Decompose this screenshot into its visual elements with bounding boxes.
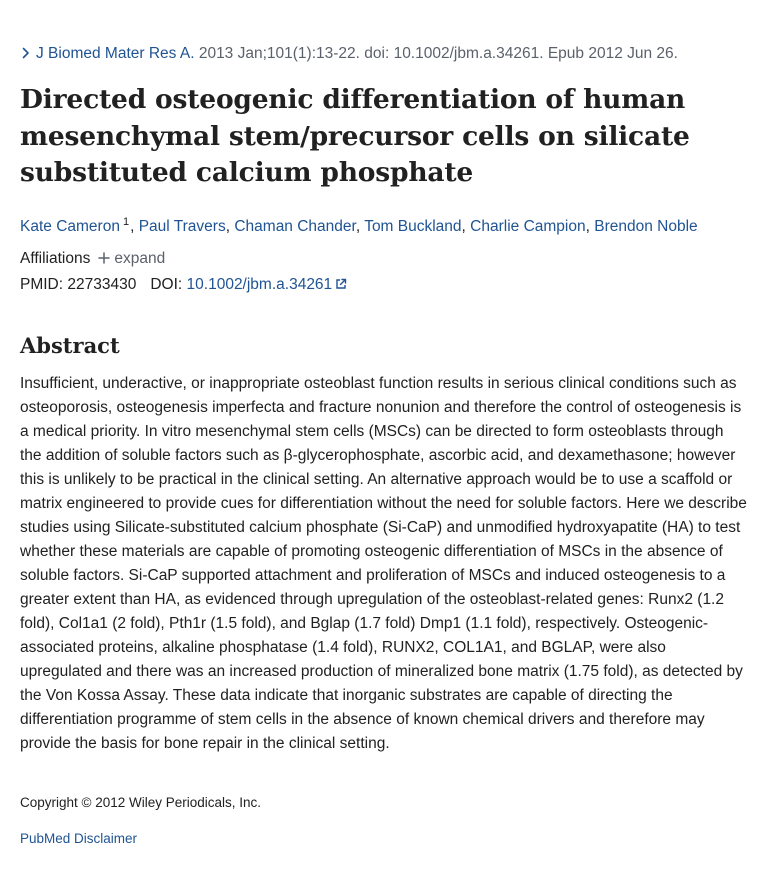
author-link[interactable]: Brendon Noble bbox=[594, 218, 698, 235]
pmid-value: 22733430 bbox=[67, 276, 137, 293]
citation-details: 2013 Jan;101(1):13-22. doi: 10.1002/jbm.a.34261. Epub 2012 Jun 26. bbox=[194, 45, 678, 62]
plus-icon bbox=[98, 252, 110, 264]
abstract-text: Insufficient, underactive, or inappropriate osteoblast function results in serious clinical conditions such as osteoporosis, osteogenesis imperfecta and fracture nonunion and therefore the control of osteogenesis is a medical priority. In vitro mesenchymal stem cells (MSCs) can be directed to form osteoblasts through the addition of soluble factors such as β-glycerophosphate, ascorbic acid, and dexamethasone; however this is unlikely to be practical in the clinical setting. An alternative approach would be to use a scaffold or matrix engineered to provide cues for differentiation without the need for soluble factors. Here we describe studies using Silicate-substituted calcium phosphate (Si-CaP) and unmodified hydroxyapatite (HA) to test whether these materials are capable of promoting osteogenic differentiation of MSCs in the absence of soluble factors. Si-CaP supported attachment and proliferation of MSCs and induced osteogenesis to a greater extent than HA, as evidenced through upregulation of the osteoblast-related genes: Runx2 (1.2 fold), Col1a1 (2 fold), Pth1r (1.5 fold), and Bglap (1.7 fold) Dmp1 (1.1 fold), respectively. Osteogenic-associated proteins, alkaline phosphatase (1.4 fold), RUNX2, COL1A1, and BGLAP, were also upregulated and there was an increased production of mineralized bone matrix (1.75 fold), as detected by the Von Kossa Assay. These data indicate that inorganic substrates are capable of directing the differentiation programme of stem cells in the absence of known chemical drivers and therefore may provide the basis for bone repair in the clinical setting. bbox=[20, 375, 747, 752]
expand-affiliations-button[interactable] bbox=[98, 250, 165, 267]
author-link[interactable]: Kate Cameron bbox=[20, 218, 120, 235]
doi-link[interactable] bbox=[187, 276, 348, 293]
identifiers-row bbox=[20, 274, 347, 296]
pubmed-disclaimer-link[interactable]: PubMed Disclaimer bbox=[20, 831, 138, 846]
affiliation-number[interactable]: 1 bbox=[122, 216, 130, 228]
article-title: Directed osteogenic differentiation of human mesenchymal stem/precursor cells on silicate substituted calcium phosphate bbox=[20, 84, 690, 188]
doi-value: 10.1002/jbm.a.34261 bbox=[186, 276, 333, 293]
affiliations-row bbox=[20, 248, 165, 270]
author-link[interactable]: Chaman Chander bbox=[234, 218, 356, 235]
journal-link[interactable]: J Biomed Mater Res A. bbox=[36, 45, 195, 62]
abstract-heading: Abstract bbox=[20, 333, 120, 358]
doi-label: DOI: bbox=[150, 276, 183, 293]
pmid-label: PMID: bbox=[20, 276, 64, 293]
external-link-icon bbox=[335, 278, 347, 290]
copyright-notice: Copyright © 2012 Wiley Periodicals, Inc. bbox=[20, 795, 262, 810]
author-link[interactable]: Paul Travers bbox=[138, 218, 226, 235]
affiliations-label: Affiliations bbox=[20, 250, 91, 267]
expand-label: expand bbox=[114, 250, 166, 267]
author-list: Kate Cameron $^1$, Paul Travers, Chaman Chander, Tom Buckland, Charlie Campion, Brendon Noble bbox=[20, 216, 698, 235]
author-link[interactable]: Charlie Campion bbox=[470, 218, 586, 235]
citation-line bbox=[20, 44, 748, 64]
chevron-right-icon[interactable] bbox=[20, 47, 32, 59]
author-link[interactable]: Tom Buckland bbox=[364, 218, 462, 235]
